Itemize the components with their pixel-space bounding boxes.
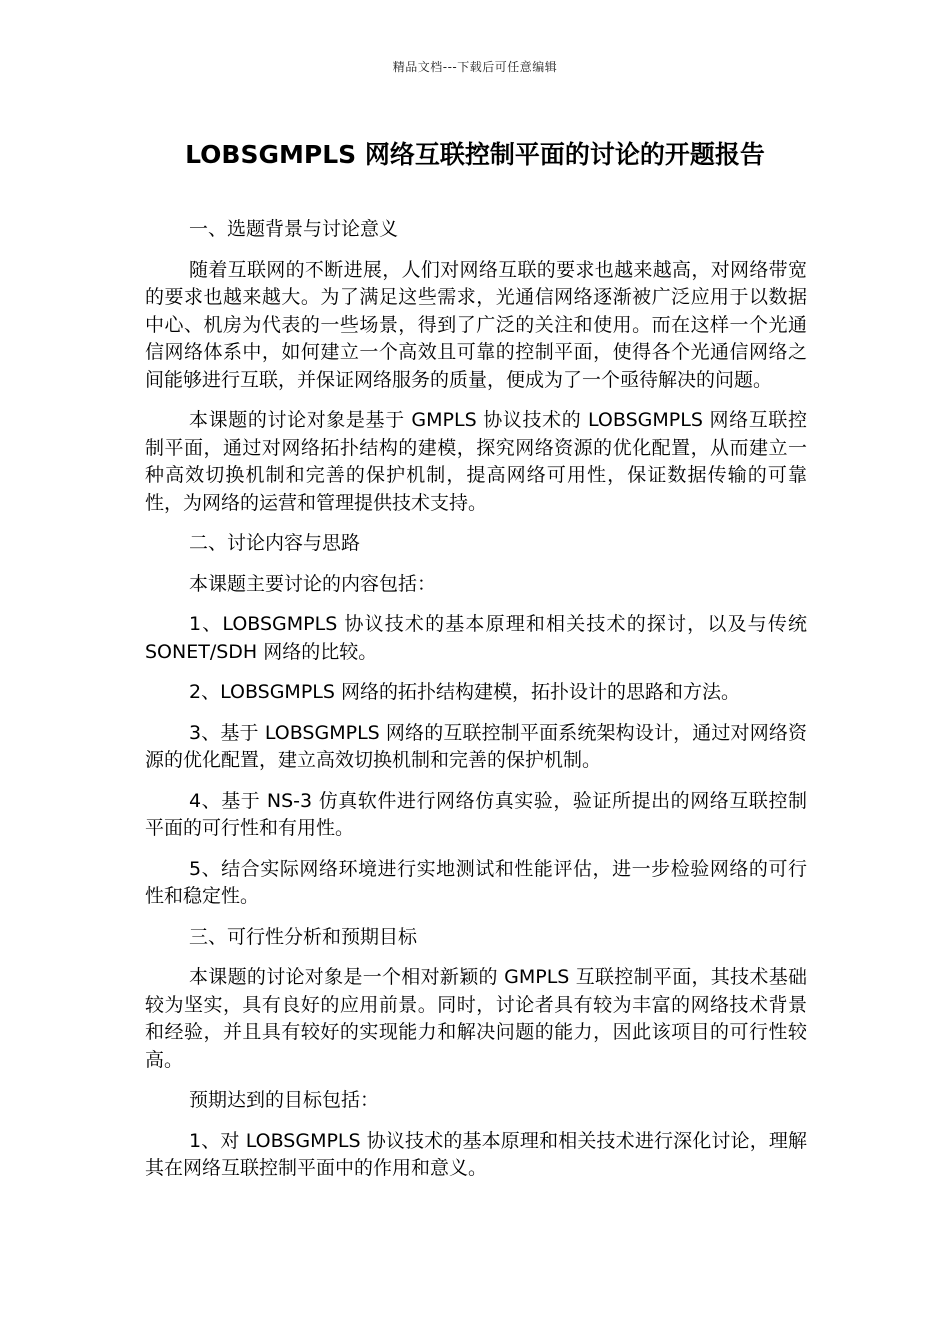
list-item: 5、结合实际网络环境进行实地测试和性能评估，进一步检验网络的可行性和稳定性。	[145, 857, 807, 907]
list-item: 1、LOBSGMPLS 协议技术的基本原理和相关技术的探讨，以及与传统 SONET/SDH 网络的比较。	[145, 613, 807, 663]
paragraph: 随着互联网的不断进展，人们对网络互联的要求也越来越高，对网络带宽的要求也越来越大。为了满足这些需求，光通信网络逐渐被广泛应用于以数据中心、机房为代表的一些场景，得到了广泛的关注和使用。而在这样一个光通信网络体系中，如何建立一个高效且可靠的控制平面，使得各个光通信网络之间能够进行互联，并保证网络服务的质量，便成为了一个亟待解决的问题。	[145, 258, 807, 391]
list-item: 4、基于 NS-3 仿真软件进行网络仿真实验，验证所提出的网络互联控制平面的可行性和有用性。	[145, 789, 807, 839]
paragraph: 本课题主要讨论的内容包括：	[189, 572, 437, 595]
section-heading-content: 二、讨论内容与思路	[189, 532, 361, 554]
document-title: LOBSGMPLS 网络互联控制平面的讨论的开题报告	[185, 140, 765, 169]
list-item: 3、基于 LOBSGMPLS 网络的互联控制平面系统架构设计，通过对网络资源的优化配置，建立高效切换机制和完善的保护机制。	[145, 721, 807, 771]
section-heading-feasibility: 三、可行性分析和预期目标	[189, 925, 418, 948]
paragraph: 本课题的讨论对象是一个相对新颖的 GMPLS 互联控制平面，其技术基础较为坚实，具有良好的应用前景。同时，讨论者具有较为丰富的网络技术背景和经验，并且具有较好的实现能力和解决问题的能力，因此该项目的可行性较高。	[145, 966, 807, 1071]
paragraph: 本课题的讨论对象是基于 GMPLS 协议技术的 LOBSGMPLS 网络互联控制平面，通过对网络拓扑结构的建模，探究网络资源的优化配置，从而建立一种高效切换机制和完善的保护机制，提高网络可用性，保证数据传输的可靠性，为网络的运营和管理提供技术支持。	[145, 409, 807, 514]
list-item: 1、对 LOBSGMPLS 协议技术的基本原理和相关技术进行深化讨论，理解其在网络互联控制平面中的作用和意义。	[145, 1129, 807, 1179]
section-heading-background: 一、选题背景与讨论意义	[189, 218, 399, 240]
paragraph: 预期达到的目标包括：	[189, 1089, 380, 1111]
document-body	[145, 216, 807, 1196]
page-header: 精品文档---下载后可任意编辑	[392, 60, 558, 74]
list-item: 2、LOBSGMPLS 网络的拓扑结构建模，拓扑设计的思路和方法。	[189, 681, 740, 703]
